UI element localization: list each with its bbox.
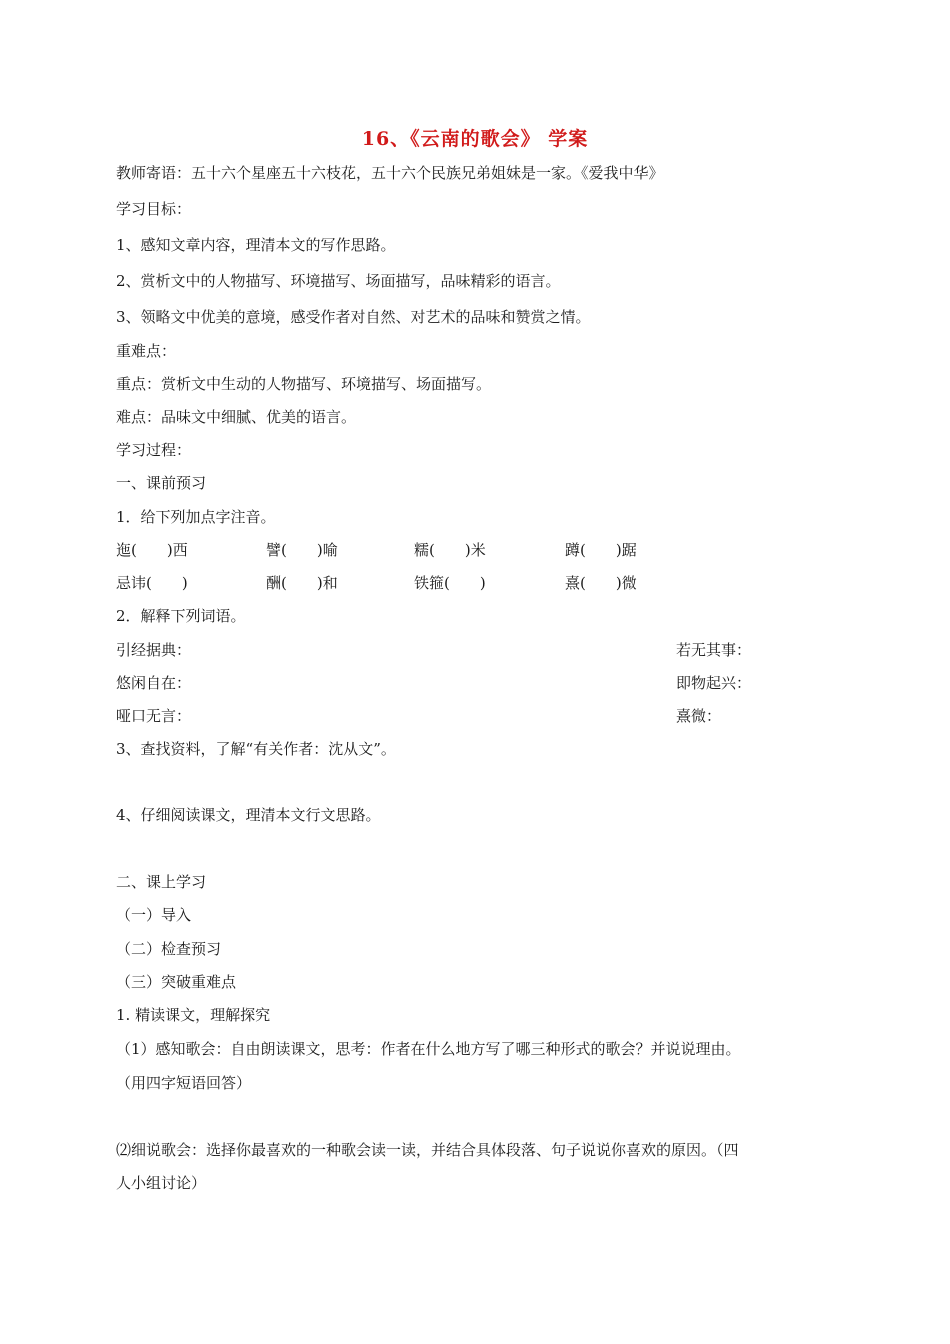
pinyin-item: 酬( )和 xyxy=(266,574,338,592)
difficult-point: 难点：品味文中细腻、优美的语言。 xyxy=(116,408,357,426)
goals-heading: 学习目标： xyxy=(116,200,192,218)
term-left: 哑口无言： xyxy=(116,707,192,725)
term-right: 熹微： xyxy=(676,707,722,725)
task-1-note: （用四字短语回答） xyxy=(116,1074,252,1092)
question-1: 1．给下列加点字注音。 xyxy=(116,508,276,526)
pinyin-row xyxy=(116,541,816,559)
question-2: 2．解释下列词语。 xyxy=(116,607,246,625)
process-heading: 学习过程： xyxy=(116,441,192,459)
pinyin-item: 糯( )米 xyxy=(414,541,486,559)
pinyin-row xyxy=(116,574,816,592)
subsection-heading: （二）检查预习 xyxy=(116,940,222,958)
goal-item: 1、感知文章内容，理清本文的写作思路。 xyxy=(116,236,396,254)
subsection-heading: （三）突破重难点 xyxy=(116,973,237,991)
key-heading: 重难点： xyxy=(116,342,177,360)
step-heading: 1. 精读课文，理解探究 xyxy=(116,1006,271,1024)
goal-item: 3、领略文中优美的意境，感受作者对自然、对艺术的品味和赞赏之情。 xyxy=(116,308,591,326)
document-title: 16、《云南的歌会》 学案 xyxy=(361,128,589,150)
term-right: 即物起兴： xyxy=(676,674,752,692)
task-1: （1）感知歌会：自由朗读课文，思考：作者在什么地方写了哪三种形式的歌会？并说说理由。 xyxy=(116,1040,741,1058)
pinyin-item: 譬( )喻 xyxy=(266,541,338,559)
subsection-heading: （一）导入 xyxy=(116,906,192,924)
pinyin-item: 迤( )西 xyxy=(116,541,188,559)
teacher-message: 教师寄语：五十六个星座五十六枝花，五十六个民族兄弟姐妹是一家。《爱我中华》 xyxy=(116,164,664,182)
key-point: 重点：赏析文中生动的人物描写、环境描写、场面描写。 xyxy=(116,375,492,393)
term-left: 引经据典： xyxy=(116,641,192,659)
term-left: 悠闲自在： xyxy=(116,674,192,692)
task-2: ⑵细说歌会：选择你最喜欢的一种歌会读一读，并结合具体段落、句子说说你喜欢的原因。（四 xyxy=(116,1141,739,1159)
goal-item: 2、赏析文中的人物描写、环境描写、场面描写，品味精彩的语言。 xyxy=(116,272,561,290)
section-heading: 一、课前预习 xyxy=(116,474,207,492)
question-4: 4、仔细阅读课文，理清本文行文思路。 xyxy=(116,806,381,824)
pinyin-item: 铁箍( ) xyxy=(414,574,486,592)
pinyin-item: 蹲( )踞 xyxy=(565,541,637,559)
task-2-continued: 人小组讨论） xyxy=(116,1174,207,1192)
section-heading: 二、课上学习 xyxy=(116,873,207,891)
question-3: 3、查找资料，了解“有关作者：沈从文”。 xyxy=(116,740,396,758)
pinyin-item: 熹( )微 xyxy=(565,574,637,592)
pinyin-item: 忌讳( ) xyxy=(116,574,188,592)
term-right: 若无其事： xyxy=(676,641,752,659)
